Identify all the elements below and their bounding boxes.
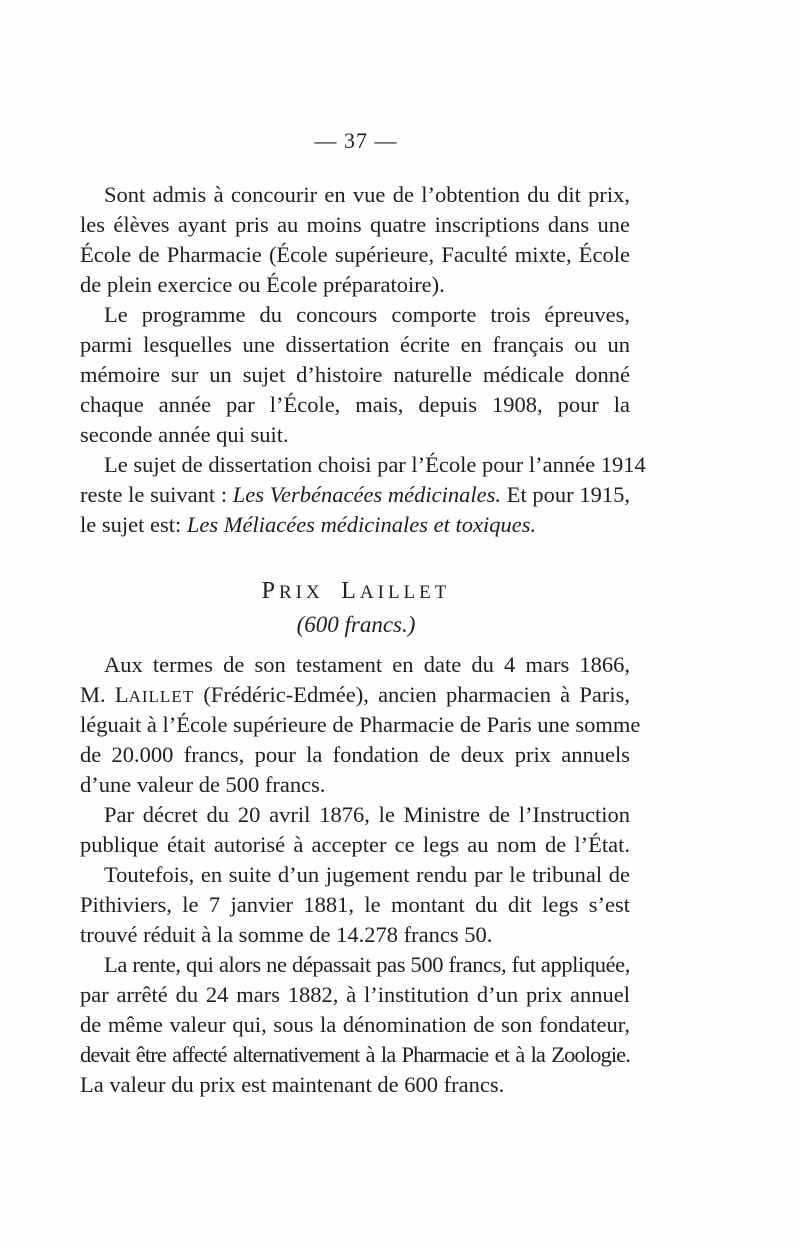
text-line-mixed (80, 680, 630, 710)
text-line: par arrêté du 24 mars 1882, à l’institution d’un prix annuel (80, 982, 630, 1007)
text-line: Pithiviers, le 7 janvier 1881, le montant du dit legs s’est (80, 892, 630, 917)
text-line-mixed (80, 480, 630, 510)
text-line: de plein exercice ou École préparatoire). (80, 272, 445, 297)
text-line-mixed (80, 510, 630, 540)
text-line: Toutefois, en suite d’un jugement rendu par le tribunal de (104, 862, 630, 887)
heading-smallcaps: AILLET (359, 582, 451, 603)
text-span: M. L (80, 682, 129, 707)
text-line: les élèves ayant pris au moins quatre inscriptions dans une (80, 212, 630, 237)
section-heading (0, 578, 712, 605)
text-line: Le sujet de dissertation choisi par l’École pour l’année 1914 (104, 452, 646, 477)
text-line: léguait à l’École supérieure de Pharmacie de Paris une somme (80, 712, 641, 737)
text-span: Et pour 1915, (501, 482, 630, 507)
text-line: seconde année qui suit. (80, 422, 289, 447)
text-line: Aux termes de son testament en date du 4 mars 1866, (104, 652, 630, 677)
text-line: de même valeur qui, sous la dénomination de son fondateur, (80, 1012, 630, 1037)
smallcaps-name: AILLET (128, 687, 195, 706)
text-line: chaque année par l’École, mais, depuis 1908, pour la (80, 392, 630, 417)
text-line: publique était autorisé à accepter ce legs au nom de l’État. (80, 832, 630, 857)
heading-initial: L (341, 578, 360, 604)
text-line: parmi lesquelles une dissertation écrite en français ou un (80, 332, 630, 357)
text-line: devait être affecté alternativement à la Pharmacie et à la Zoologie. (80, 1042, 630, 1067)
text-line: de 20.000 francs, pour la fondation de deux prix annuels (80, 742, 630, 767)
text-span: (Frédéric-Edmée), ancien pharmacien à Paris, (194, 682, 631, 707)
text-line: La rente, qui alors ne dépassait pas 500 francs, fut appliquée, (104, 952, 630, 977)
italic-title: Les Verbénacées médicinales. (232, 482, 502, 507)
text-line: La valeur du prix est maintenant de 600 francs. (80, 1072, 505, 1097)
paragraph-block-laillet (80, 650, 641, 1100)
text-line: mémoire sur un sujet d’histoire naturelle médicale donné (80, 362, 630, 387)
text-line: trouvé réduit à la somme de 14.278 francs 50. (80, 922, 493, 947)
text-span: reste le suivant : (80, 482, 233, 507)
page-number: — 37 — (314, 128, 398, 153)
text-span: le sujet est: (80, 512, 187, 537)
italic-title: Les Méliacées médicinales et toxiques. (186, 512, 537, 537)
text-line: École de Pharmacie (École supérieure, Faculté mixte, École (80, 242, 630, 267)
heading-smallcaps: RIX (278, 582, 324, 603)
text-line: Sont admis à concourir en vue de l’obtention du dit prix, (104, 182, 630, 207)
section-subheading: (600 francs.) (296, 612, 416, 637)
text-line: Le programme du concours comporte trois épreuves, (104, 302, 630, 327)
heading-initial: P (261, 578, 279, 604)
paragraph-block-admission (80, 180, 646, 540)
text-line: d’une valeur de 500 francs. (80, 772, 326, 797)
text-line: Par décret du 20 avril 1876, le Ministre de l’Instruction (104, 802, 630, 827)
